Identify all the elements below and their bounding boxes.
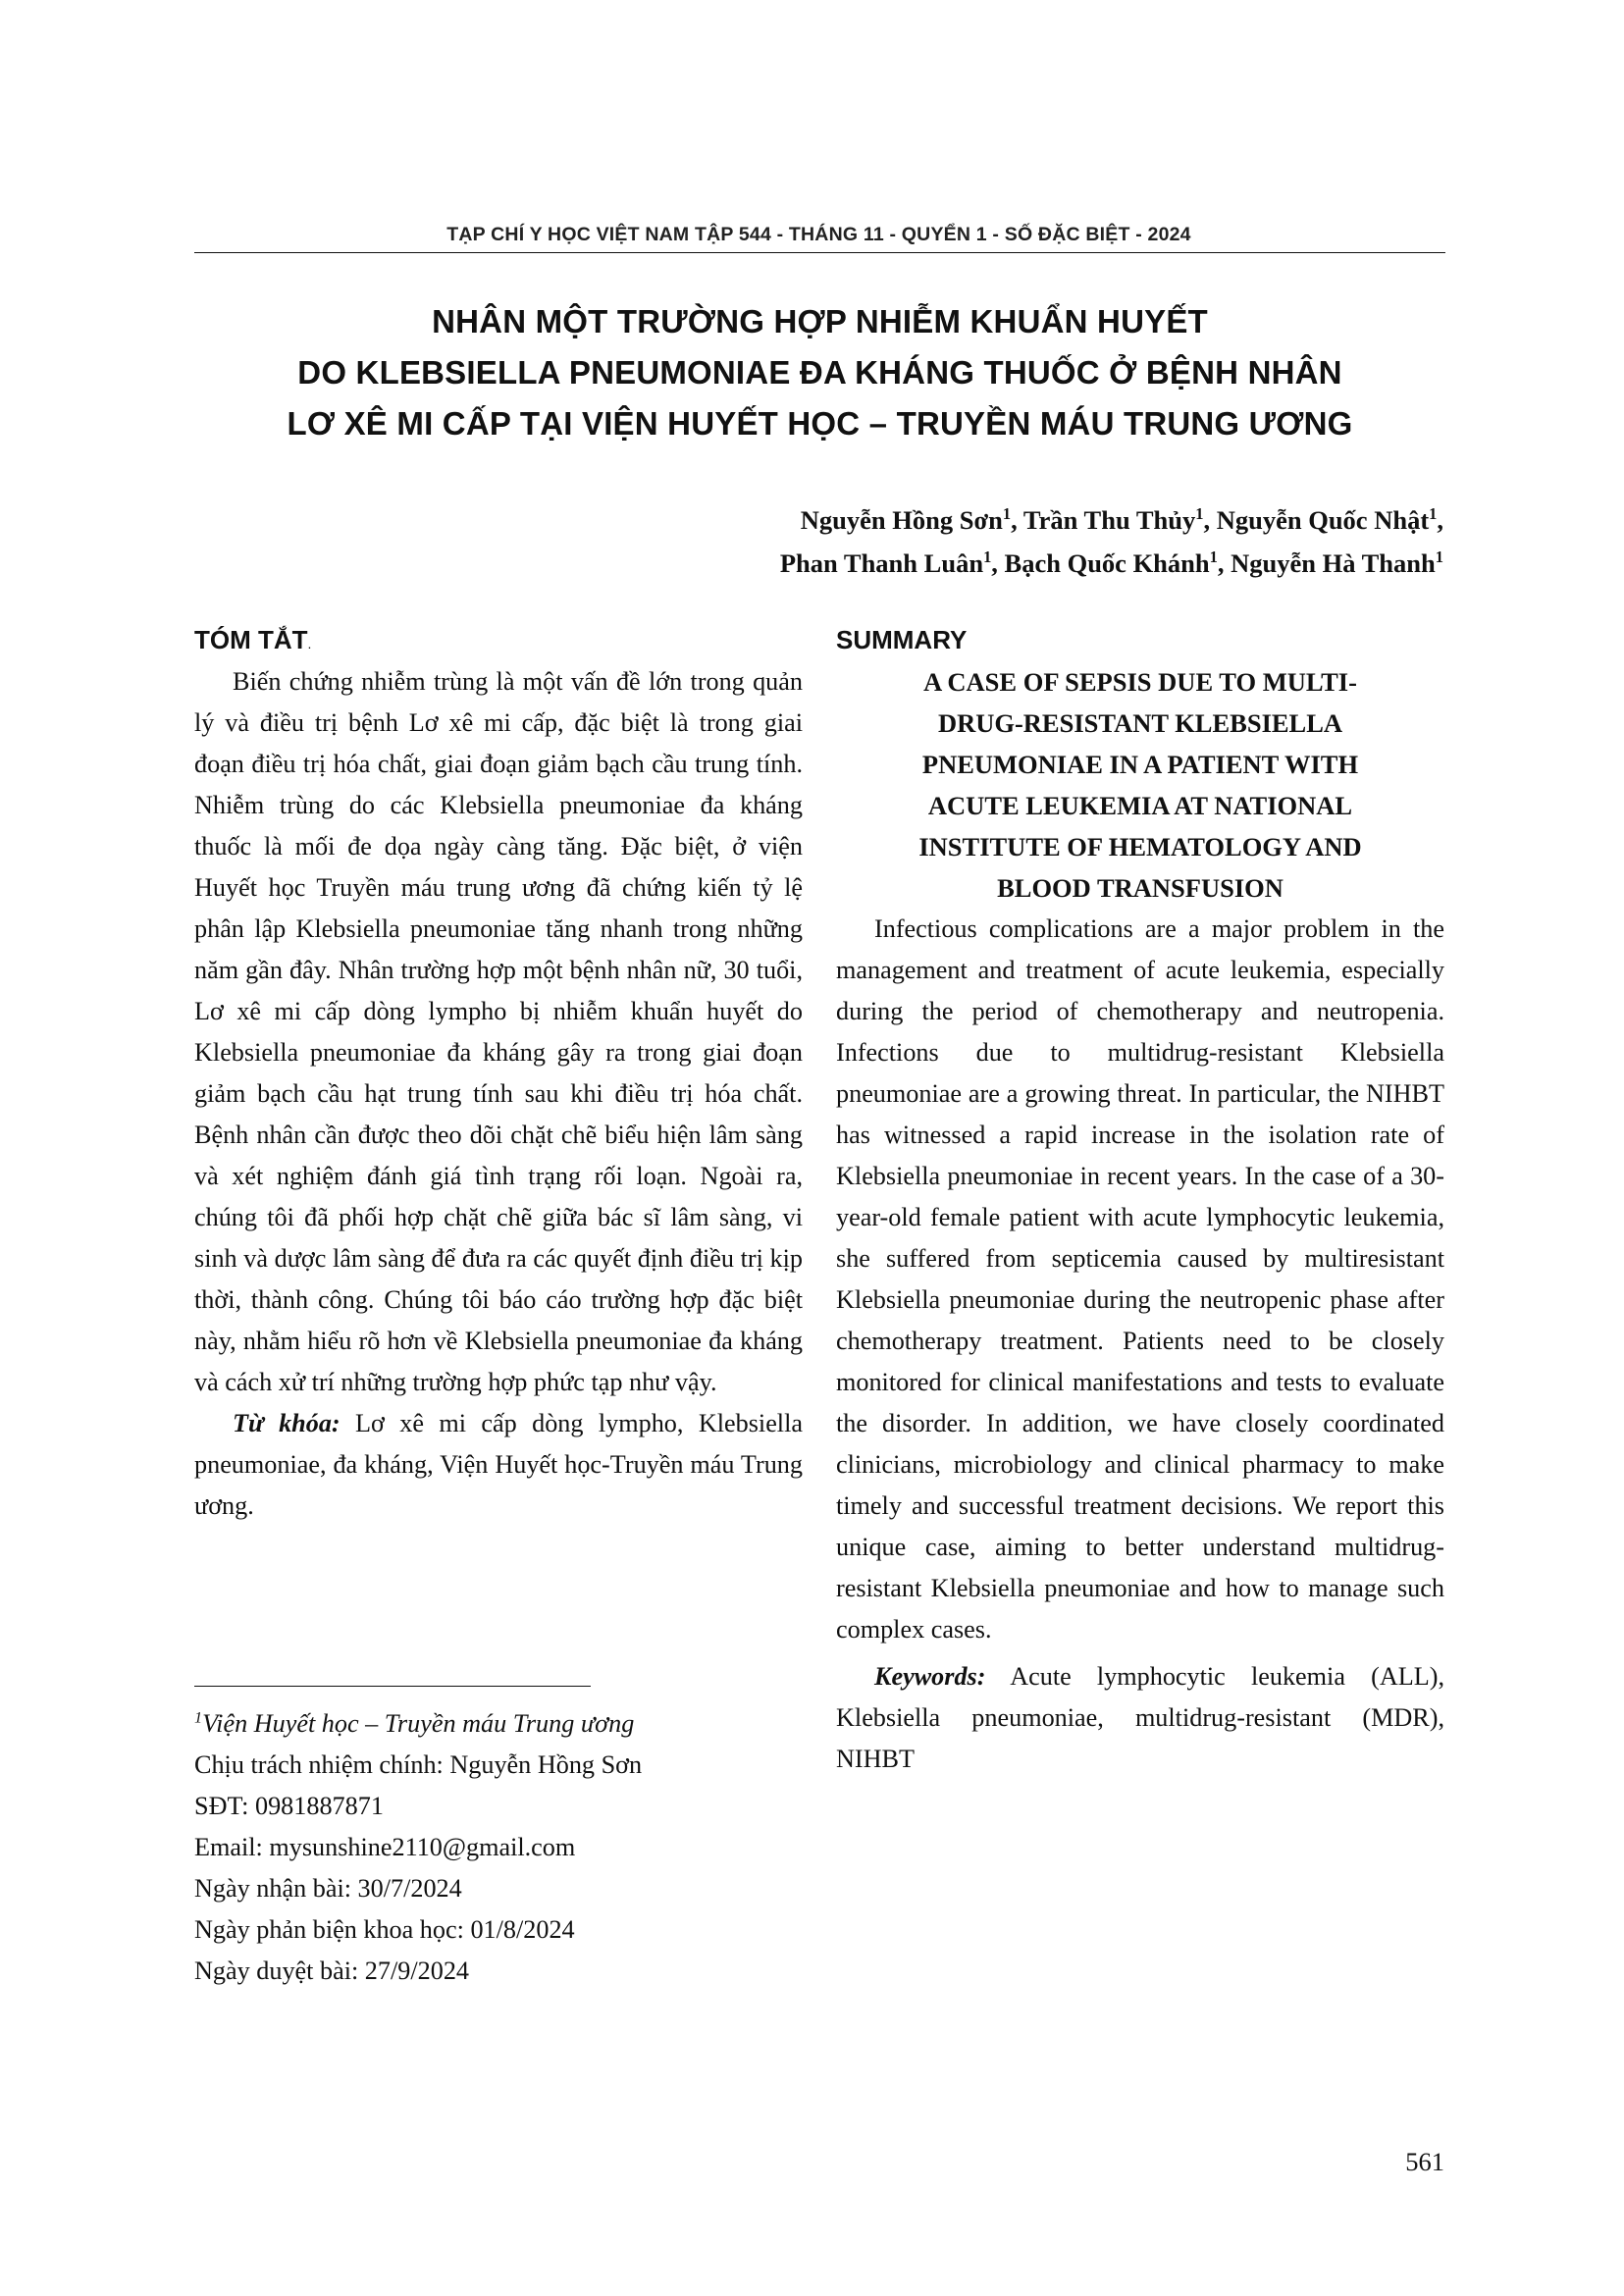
author-separator: , bbox=[1217, 548, 1231, 578]
section-heading-text: TÓM TẮT bbox=[194, 625, 308, 654]
footnote-email: Email: mysunshine2110@gmail.com bbox=[194, 1833, 576, 1861]
affiliation-mark: 1 bbox=[983, 548, 992, 567]
affiliation-mark: 1 bbox=[194, 1708, 203, 1727]
footnote-accepted: Ngày duyệt bài: 27/9/2024 bbox=[194, 1957, 470, 1985]
abstract-body-en: Infectious complications are a major problem in the management and treatment of acute leukemia, especially during the period of chemotherapy and neutropenia. Infections due to multidrug-resistant Klebsiella pneumoniae are a growing threat. In particular, the NIHBT has witnessed a rapid increase in the isolation rate of Klebsiella pneumoniae in recent years. In the case of a 30-year-old female patient with acute lymphocytic leukemia, she suffered from septicemia caused by multiresistant Klebsiella pneumoniae during the neutropenic phase after chemotherapy treatment. Patients need to be closely monitored for clinical manifestations and tests to evaluate the disorder. In addition, we have closely coordinated clinicians, microbiology and clinical pharmacy to make timely and successful treatment decisions. We report this unique case, aiming to better understand multidrug-resistant Klebsiella pneumoniae and how to manage such complex cases. bbox=[836, 914, 1444, 1644]
english-title-line: A CASE OF SEPSIS DUE TO MULTI- bbox=[923, 667, 1357, 697]
english-title bbox=[826, 661, 1454, 909]
footnotes bbox=[194, 1703, 803, 1992]
footnote-reviewed: Ngày phản biện khoa học: 01/8/2024 bbox=[194, 1915, 575, 1944]
footnote-phone: SĐT: 0981887871 bbox=[194, 1792, 384, 1820]
author-separator: , bbox=[1437, 505, 1443, 535]
keywords-vi bbox=[194, 1403, 803, 1527]
author-name: Phan Thanh Luân bbox=[779, 548, 984, 578]
affiliation-mark: 1 bbox=[1435, 548, 1443, 567]
header-rule bbox=[194, 252, 1445, 253]
author-name: Nguyễn Hồng Sơn bbox=[800, 505, 1003, 535]
affiliation-mark: 1 bbox=[1002, 504, 1012, 524]
affiliation-mark: 1 bbox=[1195, 504, 1204, 524]
author-separator: , bbox=[991, 548, 1005, 578]
keywords-text: Lơ xê mi cấp dòng lympho, Klebsiella pneumoniae, đa kháng, Viện Huyết học-Truyền máu Trung ương. bbox=[194, 1409, 803, 1520]
section-heading-summary: SUMMARY bbox=[836, 625, 968, 654]
author-list bbox=[462, 498, 1443, 585]
footnote-corresponding: Chịu trách nhiệm chính: Nguyễn Hồng Sơn bbox=[194, 1750, 643, 1779]
footnote-received: Ngày nhận bài: 30/7/2024 bbox=[194, 1874, 462, 1903]
affiliation-text: Viện Huyết học – Truyền máu Trung ương bbox=[202, 1709, 635, 1738]
abstract-body-vi: Biến chứng nhiễm trùng là một vấn đề lớn trong quản lý và điều trị bệnh Lơ xê mi cấp, đặc biệt là trong giai đoạn điều trị hóa chất, giai đoạn giảm bạch cầu trung tính. Nhiễm trùng do các Klebsiella pneumoniae đa kháng thuốc là mối đe dọa ngày càng tăng. Đặc biệt, ở viện Huyết học Truyền máu trung ương đã chứng kiến tỷ lệ phân lập Klebsiella pneumoniae tăng nhanh trong những năm gần đây. Nhân trường hợp một bệnh nhân nữ, 30 tuổi, Lơ xê mi cấp dòng lympho bị nhiễm khuẩn huyết do Klebsiella pneumoniae đa kháng gây ra trong giai đoạn giảm bạch cầu hạt trung tính sau khi điều trị hóa chất. Bệnh nhân cần được theo dõi chặt chẽ biểu hiện lâm sàng và xét nghiệm đánh giá tình trạng rối loạn. Ngoài ra, chúng tôi đã phối hợp chặt chẽ giữa bác sĩ lâm sàng, vi sinh và dược lâm sàng để đưa ra các quyết định điều trị kịp thời, thành công. Chúng tôi báo cáo trường hợp đặc biệt này, nhằm hiểu rõ hơn về Klebsiella pneumoniae đa kháng và cách xử trí những trường hợp phức tạp như vậy. bbox=[194, 667, 803, 1396]
page-number: 561 bbox=[1405, 2147, 1444, 2176]
running-head: TẠP CHÍ Y HỌC VIỆT NAM TẬP 544 - THÁNG 11 - QUYỂN 1 - SỐ ĐẶC BIỆT - 2024 bbox=[446, 224, 1191, 245]
author-name: Nguyễn Quốc Nhật bbox=[1216, 505, 1430, 535]
author-name: Bạch Quốc Khánh bbox=[1004, 548, 1210, 578]
english-title-line: DRUG-RESISTANT KLEBSIELLA bbox=[937, 708, 1343, 738]
english-title-line: ACUTE LEUKEMIA AT NATIONAL bbox=[927, 791, 1353, 820]
keywords-text: Acute lymphocytic leukemia (ALL), Klebsiella pneumoniae, multidrug-resistant (MDR), NIHBT bbox=[836, 1662, 1444, 1773]
affiliation-mark: 1 bbox=[1429, 504, 1438, 524]
author-separator: , bbox=[1203, 505, 1217, 535]
keywords-label: Keywords: bbox=[874, 1662, 986, 1691]
title-line: NHÂN MỘT TRƯỜNG HỢP NHIỄM KHUẨN HUYẾT bbox=[432, 303, 1208, 339]
footnote-rule bbox=[194, 1686, 591, 1687]
abstract-vietnamese bbox=[194, 622, 803, 1527]
author-line bbox=[462, 542, 1443, 585]
author-name: Nguyễn Hà Thanh bbox=[1231, 548, 1436, 578]
title-line: DO KLEBSIELLA PNEUMONIAE ĐA KHÁNG THUỐC Ở BỆNH NHÂN bbox=[297, 354, 1342, 391]
section-heading-tom-tat bbox=[194, 622, 803, 657]
heading-dot: . bbox=[307, 636, 312, 652]
english-title-line: BLOOD TRANSFUSION bbox=[997, 873, 1283, 903]
footnote-affiliation bbox=[194, 1703, 803, 1745]
title-line: LƠ XÊ MI CẤP TẠI VIỆN HUYẾT HỌC – TRUYỀN MÁU TRUNG ƯƠNG bbox=[287, 405, 1353, 442]
author-name: Trần Thu Thủy bbox=[1022, 505, 1196, 535]
english-title-line: PNEUMONIAE IN A PATIENT WITH bbox=[921, 750, 1359, 779]
author-separator: , bbox=[1011, 505, 1023, 535]
english-title-line: INSTITUTE OF HEMATOLOGY AND bbox=[918, 832, 1362, 861]
keywords-en bbox=[836, 1656, 1444, 1780]
affiliation-mark: 1 bbox=[1209, 548, 1218, 567]
author-line bbox=[462, 498, 1443, 542]
abstract-english bbox=[836, 622, 1444, 1780]
article-title bbox=[194, 296, 1445, 449]
keywords-label: Từ khóa: bbox=[233, 1409, 341, 1437]
